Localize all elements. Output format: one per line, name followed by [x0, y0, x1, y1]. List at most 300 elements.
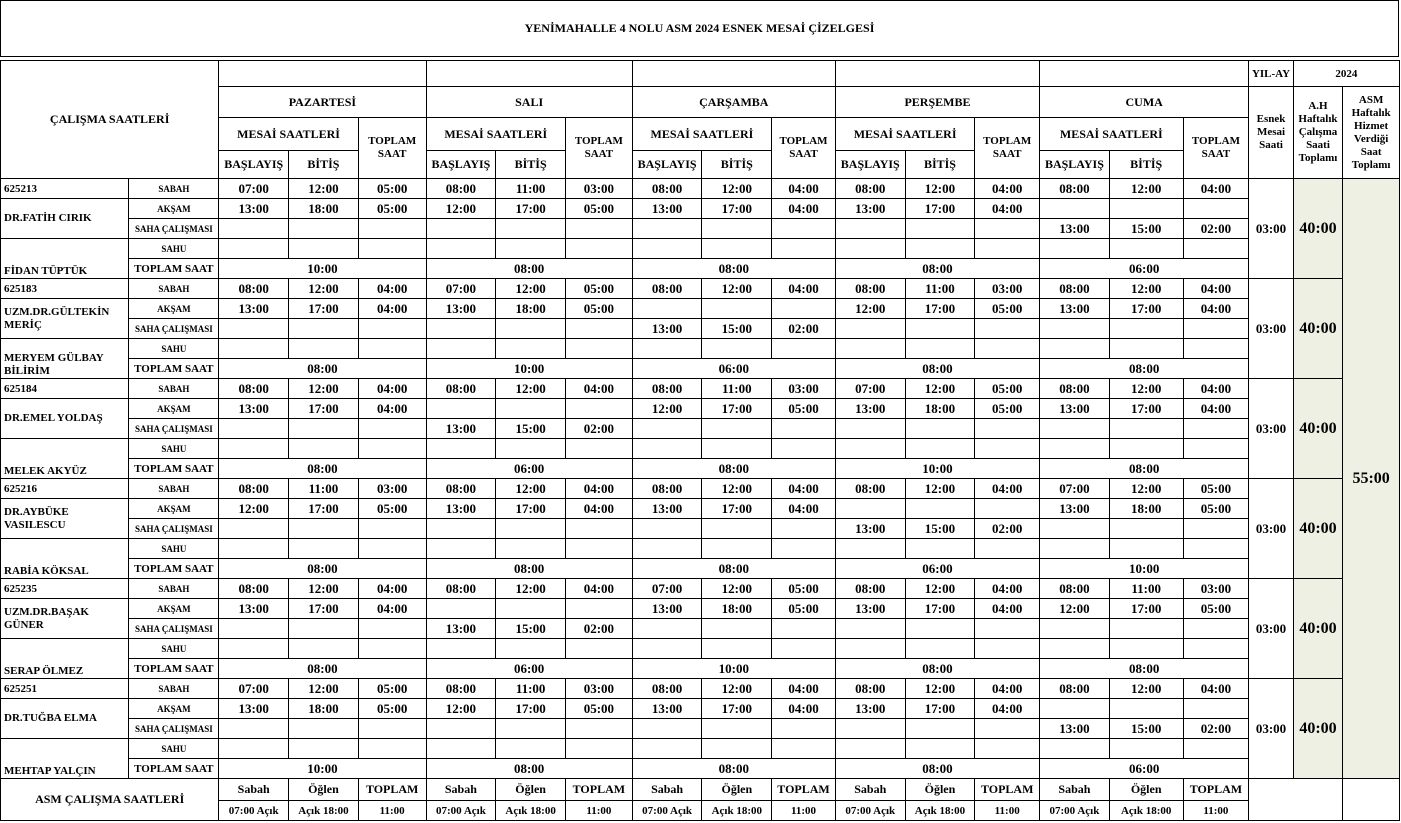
footer-oglen: Öğlen: [496, 779, 566, 801]
time-cell: [496, 439, 566, 459]
time-cell: 05:00: [358, 699, 426, 719]
time-cell: 04:00: [975, 479, 1040, 499]
table-row: [1, 679, 1400, 699]
doctor-name: DR.AYBÜKE VASILESCU: [1, 499, 129, 539]
time-cell: [1183, 699, 1249, 719]
team-id: 625235: [1, 579, 129, 599]
time-cell: [1183, 639, 1249, 659]
time-cell: [426, 599, 496, 619]
time-cell: [1040, 519, 1110, 539]
footer-toplam: TOPLAM: [1183, 779, 1249, 801]
time-cell: 13:00: [835, 399, 905, 419]
toplam-saat-header: TOPLAM SAAT: [566, 118, 633, 179]
time-cell: [632, 239, 702, 259]
time-cell: [975, 319, 1040, 339]
time-cell: [358, 719, 426, 739]
time-cell: [702, 719, 772, 739]
mesai-saatleri-header: MESAİ SAATLERİ: [632, 118, 771, 151]
table-row: [1, 319, 1400, 339]
esnek-mesai-value: 03:00: [1249, 679, 1293, 779]
time-cell: [1040, 339, 1110, 359]
footer-oglen-end: 18:00: [322, 804, 349, 817]
time-cell: 04:00: [975, 579, 1040, 599]
table-row: [1, 619, 1400, 639]
esnek-mesai-value: 03:00: [1249, 579, 1293, 679]
time-cell: [975, 719, 1040, 739]
table-row: [1, 539, 1400, 559]
day-total: 10:00: [1040, 559, 1249, 579]
time-cell: [358, 319, 426, 339]
day-total: 06:00: [632, 359, 835, 379]
time-cell: [702, 739, 772, 759]
time-cell: 02:00: [975, 519, 1040, 539]
time-cell: [566, 519, 633, 539]
time-cell: [772, 519, 836, 539]
time-cell: 15:00: [1109, 719, 1183, 739]
time-cell: 08:00: [835, 679, 905, 699]
time-cell: 05:00: [358, 179, 426, 199]
bitis-header: BİTİŞ: [905, 151, 975, 179]
time-cell: 17:00: [496, 499, 566, 519]
time-cell: 05:00: [566, 699, 633, 719]
time-cell: 12:00: [702, 179, 772, 199]
time-cell: 05:00: [566, 299, 633, 319]
time-cell: 08:00: [426, 579, 496, 599]
slot-label: SABAH: [129, 379, 219, 399]
time-cell: 12:00: [496, 279, 566, 299]
time-cell: [358, 539, 426, 559]
time-cell: [835, 619, 905, 639]
team-id: 625251: [1, 679, 129, 699]
footer-oglen: Öğlen: [702, 779, 772, 801]
time-cell: [905, 339, 975, 359]
time-cell: 04:00: [772, 179, 836, 199]
time-cell: 17:00: [289, 399, 359, 419]
table-row: [1, 339, 1400, 359]
time-cell: 04:00: [358, 279, 426, 299]
mesai-saatleri-header: MESAİ SAATLERİ: [219, 118, 358, 151]
time-cell: 03:00: [566, 679, 633, 699]
time-cell: [632, 539, 702, 559]
day-blank-cell: [219, 61, 426, 87]
time-cell: [1040, 199, 1110, 219]
time-cell: 04:00: [358, 399, 426, 419]
time-cell: 03:00: [772, 379, 836, 399]
footer-acik: Açık: [1120, 804, 1143, 817]
time-cell: 12:00: [702, 579, 772, 599]
time-cell: 13:00: [426, 419, 496, 439]
time-cell: [632, 219, 702, 239]
time-cell: [566, 339, 633, 359]
time-cell: [632, 739, 702, 759]
time-cell: [772, 339, 836, 359]
table-row: [1, 559, 1400, 579]
time-cell: [772, 239, 836, 259]
day-header: CUMA: [1040, 87, 1249, 118]
slot-label: AKŞAM: [129, 199, 219, 219]
nurse-name: RABİA KÖKSAL: [1, 539, 129, 579]
table-row: [1, 659, 1400, 679]
time-cell: [289, 339, 359, 359]
time-cell: [835, 719, 905, 739]
time-cell: [702, 219, 772, 239]
time-cell: 11:00: [905, 279, 975, 299]
day-blank-cell: [426, 61, 632, 87]
time-cell: [905, 239, 975, 259]
time-cell: 04:00: [358, 579, 426, 599]
asm-calisma-saatleri-label: ASM ÇALIŞMA SAATLERİ: [1, 779, 219, 821]
time-cell: 08:00: [632, 279, 702, 299]
time-cell: [566, 399, 633, 419]
time-cell: 12:00: [289, 379, 359, 399]
day-total: 08:00: [835, 659, 1039, 679]
time-cell: 12:00: [496, 379, 566, 399]
day-total: 06:00: [835, 559, 1039, 579]
time-cell: [905, 719, 975, 739]
table-row: [1, 479, 1400, 499]
time-cell: [905, 499, 975, 519]
bitis-header: BİTİŞ: [702, 151, 772, 179]
bitis-header: BİTİŞ: [1109, 151, 1183, 179]
time-cell: [289, 539, 359, 559]
time-cell: [219, 319, 289, 339]
time-cell: [905, 619, 975, 639]
time-cell: [566, 599, 633, 619]
time-cell: 11:00: [702, 379, 772, 399]
table-row: [1, 279, 1400, 299]
time-cell: 08:00: [1040, 279, 1110, 299]
time-cell: [975, 439, 1040, 459]
time-cell: [496, 599, 566, 619]
day-total: 08:00: [632, 459, 835, 479]
time-cell: [1109, 739, 1183, 759]
time-cell: 13:00: [426, 499, 496, 519]
footer-oglen-end: 18:00: [939, 804, 966, 817]
slot-label: TOPLAM SAAT: [129, 359, 219, 379]
time-cell: [632, 619, 702, 639]
time-cell: 08:00: [632, 379, 702, 399]
time-cell: [566, 639, 633, 659]
footer-sabah: Sabah: [1040, 779, 1110, 801]
time-cell: [496, 319, 566, 339]
time-cell: [702, 239, 772, 259]
time-cell: 15:00: [496, 619, 566, 639]
time-cell: [219, 219, 289, 239]
ah-haftalik-header: A.H Haftalık Çalışma Saati Toplamı: [1293, 87, 1343, 179]
time-cell: 05:00: [1183, 499, 1249, 519]
time-cell: 12:00: [905, 379, 975, 399]
day-blank-cell: [632, 61, 835, 87]
time-cell: [566, 319, 633, 339]
table-row: [1, 199, 1400, 219]
day-total: 08:00: [426, 259, 632, 279]
toplam-saat-header: TOPLAM SAAT: [358, 118, 426, 179]
time-cell: 12:00: [426, 199, 496, 219]
time-cell: 05:00: [772, 579, 836, 599]
time-cell: [426, 639, 496, 659]
time-cell: 12:00: [289, 179, 359, 199]
team-id: 625213: [1, 179, 129, 199]
bitis-header: BİTİŞ: [496, 151, 566, 179]
time-cell: [772, 439, 836, 459]
time-cell: [632, 419, 702, 439]
time-cell: 04:00: [772, 679, 836, 699]
esnek-mesai-value: 03:00: [1249, 379, 1293, 479]
time-cell: 04:00: [1183, 299, 1249, 319]
table-row: [1, 459, 1400, 479]
footer-toplam: TOPLAM: [975, 779, 1040, 801]
footer-oglen-times: [496, 801, 566, 821]
time-cell: 02:00: [566, 619, 633, 639]
time-cell: 17:00: [905, 299, 975, 319]
day-total: 08:00: [835, 359, 1039, 379]
mesai-saatleri-header: MESAİ SAATLERİ: [1040, 118, 1184, 151]
time-cell: [496, 719, 566, 739]
slot-label: SAHA ÇALIŞMASI: [129, 319, 219, 339]
time-cell: 04:00: [566, 499, 633, 519]
day-total: 10:00: [632, 659, 835, 679]
time-cell: 12:00: [1040, 599, 1110, 619]
time-cell: 12:00: [219, 499, 289, 519]
time-cell: 17:00: [905, 199, 975, 219]
footer-acik: Açık: [873, 804, 896, 817]
time-cell: 15:00: [496, 419, 566, 439]
time-cell: 17:00: [905, 599, 975, 619]
time-cell: 05:00: [975, 299, 1040, 319]
esnek-mesai-header: Esnek Mesai Saati: [1249, 87, 1293, 179]
time-cell: 13:00: [219, 299, 289, 319]
time-cell: [905, 219, 975, 239]
time-cell: 12:00: [1109, 179, 1183, 199]
team-id: 625184: [1, 379, 129, 399]
time-cell: 08:00: [219, 379, 289, 399]
time-cell: 12:00: [1109, 679, 1183, 699]
table-row: [1, 399, 1400, 419]
time-cell: 08:00: [426, 479, 496, 499]
time-cell: [219, 539, 289, 559]
ah-weekly-total: 40:00: [1293, 279, 1343, 379]
time-cell: [1109, 519, 1183, 539]
time-cell: 08:00: [426, 179, 496, 199]
baslayis-header: BAŞLAYIŞ: [426, 151, 496, 179]
time-cell: [975, 539, 1040, 559]
footer-blank: [1343, 779, 1400, 821]
time-cell: [702, 619, 772, 639]
time-cell: [772, 719, 836, 739]
time-cell: 04:00: [772, 699, 836, 719]
time-cell: 15:00: [702, 319, 772, 339]
time-cell: [289, 719, 359, 739]
time-cell: 17:00: [1109, 299, 1183, 319]
day-total: 08:00: [1040, 659, 1249, 679]
time-cell: [496, 519, 566, 539]
time-cell: 08:00: [835, 579, 905, 599]
time-cell: 08:00: [1040, 679, 1110, 699]
time-cell: [566, 739, 633, 759]
footer-sabah-times: [632, 801, 702, 821]
time-cell: 03:00: [566, 179, 633, 199]
calisma-saatleri-header: ÇALIŞMA SAATLERİ: [1, 61, 219, 179]
time-cell: 12:00: [289, 279, 359, 299]
time-cell: 04:00: [566, 379, 633, 399]
time-cell: 04:00: [975, 679, 1040, 699]
time-cell: [835, 739, 905, 759]
nurse-name: SERAP ÖLMEZ: [1, 639, 129, 679]
day-total: 08:00: [632, 259, 835, 279]
footer-sabah-start: 07:00: [435, 804, 462, 817]
time-cell: [426, 719, 496, 739]
time-cell: 08:00: [219, 279, 289, 299]
day-total: 08:00: [632, 759, 835, 779]
footer-sabah-times: [426, 801, 496, 821]
table-row: [1, 359, 1400, 379]
day-total: 06:00: [426, 659, 632, 679]
day-total: 10:00: [219, 759, 426, 779]
time-cell: 08:00: [426, 379, 496, 399]
time-cell: [772, 419, 836, 439]
time-cell: 08:00: [219, 479, 289, 499]
time-cell: 04:00: [772, 479, 836, 499]
footer-toplam: TOPLAM: [772, 779, 836, 801]
time-cell: 07:00: [632, 579, 702, 599]
time-cell: [1040, 539, 1110, 559]
day-total: 06:00: [1040, 759, 1249, 779]
page-title: YENİMAHALLE 4 NOLU ASM 2024 ESNEK MESAİ ÇİZELGESİ: [0, 0, 1399, 57]
slot-label: TOPLAM SAAT: [129, 559, 219, 579]
time-cell: [1183, 239, 1249, 259]
nurse-name: MEHTAP YALÇIN: [1, 739, 129, 779]
footer-sabah-start: 07:00: [845, 804, 871, 817]
time-cell: 17:00: [1109, 399, 1183, 419]
slot-label: TOPLAM SAAT: [129, 459, 219, 479]
time-cell: [426, 239, 496, 259]
time-cell: 04:00: [566, 479, 633, 499]
time-cell: 15:00: [1109, 219, 1183, 239]
time-cell: 07:00: [219, 179, 289, 199]
time-cell: 08:00: [1040, 579, 1110, 599]
asm-haftalik-header: ASM Haftalık Hizmet Verdiği Saat Toplamı: [1343, 87, 1400, 179]
yil-ay-label: YIL-AY: [1249, 61, 1293, 87]
table-row: [1, 719, 1400, 739]
time-cell: [219, 639, 289, 659]
slot-label: SABAH: [129, 679, 219, 699]
time-cell: [632, 299, 702, 319]
slot-label: SAHU: [129, 639, 219, 659]
time-cell: 02:00: [772, 319, 836, 339]
time-cell: [905, 439, 975, 459]
time-cell: 03:00: [358, 479, 426, 499]
time-cell: [219, 239, 289, 259]
time-cell: 12:00: [905, 479, 975, 499]
time-cell: 05:00: [1183, 479, 1249, 499]
day-total: 08:00: [835, 759, 1039, 779]
day-total: 08:00: [219, 659, 426, 679]
footer-sabah: Sabah: [632, 779, 702, 801]
time-cell: 12:00: [289, 579, 359, 599]
day-total: 06:00: [1040, 259, 1249, 279]
time-cell: [289, 619, 359, 639]
time-cell: [1040, 319, 1110, 339]
time-cell: [772, 219, 836, 239]
time-cell: [426, 219, 496, 239]
slot-label: SAHU: [129, 339, 219, 359]
time-cell: [1040, 439, 1110, 459]
slot-label: SAHA ÇALIŞMASI: [129, 419, 219, 439]
time-cell: 18:00: [1109, 499, 1183, 519]
time-cell: 03:00: [1183, 579, 1249, 599]
time-cell: [358, 739, 426, 759]
time-cell: [1040, 699, 1110, 719]
time-cell: 12:00: [289, 679, 359, 699]
time-cell: [1040, 639, 1110, 659]
footer-sabah: Sabah: [835, 779, 905, 801]
esnek-mesai-value: 03:00: [1249, 479, 1293, 579]
table-row: [1, 419, 1400, 439]
time-cell: [1109, 699, 1183, 719]
time-cell: [1040, 239, 1110, 259]
time-cell: 12:00: [632, 399, 702, 419]
time-cell: 07:00: [1040, 479, 1110, 499]
time-cell: 12:00: [496, 479, 566, 499]
time-cell: [1109, 419, 1183, 439]
footer-toplam-value: 11:00: [566, 801, 633, 821]
ah-weekly-total: 40:00: [1293, 579, 1343, 679]
ah-weekly-total: 40:00: [1293, 679, 1343, 779]
doctor-name: UZM.DR.GÜLTEKİN MERİÇ: [1, 299, 129, 339]
time-cell: 12:00: [905, 679, 975, 699]
nurse-name: MELEK AKYÜZ: [1, 439, 129, 479]
time-cell: [358, 619, 426, 639]
time-cell: 13:00: [632, 699, 702, 719]
footer-toplam-value: 11:00: [975, 801, 1040, 821]
time-cell: [975, 499, 1040, 519]
footer-sabah-times: [1040, 801, 1110, 821]
day-header: SALI: [426, 87, 632, 118]
nurse-name: MERYEM GÜLBAY BİLİRİM: [1, 339, 129, 379]
doctor-name: DR.EMEL YOLDAŞ: [1, 399, 129, 439]
day-total: 08:00: [1040, 459, 1249, 479]
day-total: 10:00: [835, 459, 1039, 479]
time-cell: 12:00: [496, 579, 566, 599]
time-cell: [632, 439, 702, 459]
footer-toplam: TOPLAM: [566, 779, 633, 801]
baslayis-header: BAŞLAYIŞ: [632, 151, 702, 179]
time-cell: [1109, 319, 1183, 339]
baslayis-header: BAŞLAYIŞ: [219, 151, 289, 179]
time-cell: 04:00: [358, 599, 426, 619]
time-cell: 04:00: [1183, 399, 1249, 419]
day-total: 08:00: [1040, 359, 1249, 379]
slot-label: AKŞAM: [129, 399, 219, 419]
time-cell: 04:00: [975, 199, 1040, 219]
time-cell: 12:00: [702, 479, 772, 499]
time-cell: [1183, 199, 1249, 219]
time-cell: 08:00: [219, 579, 289, 599]
day-total: 08:00: [219, 459, 426, 479]
time-cell: 17:00: [702, 499, 772, 519]
time-cell: 18:00: [289, 699, 359, 719]
time-cell: 02:00: [1183, 219, 1249, 239]
day-total: 08:00: [426, 559, 632, 579]
time-cell: 13:00: [1040, 399, 1110, 419]
footer-acik: Açık: [711, 804, 734, 817]
time-cell: [1040, 419, 1110, 439]
time-cell: 17:00: [1109, 599, 1183, 619]
time-cell: 04:00: [566, 579, 633, 599]
slot-label: SABAH: [129, 279, 219, 299]
time-cell: [1183, 419, 1249, 439]
time-cell: 13:00: [219, 399, 289, 419]
